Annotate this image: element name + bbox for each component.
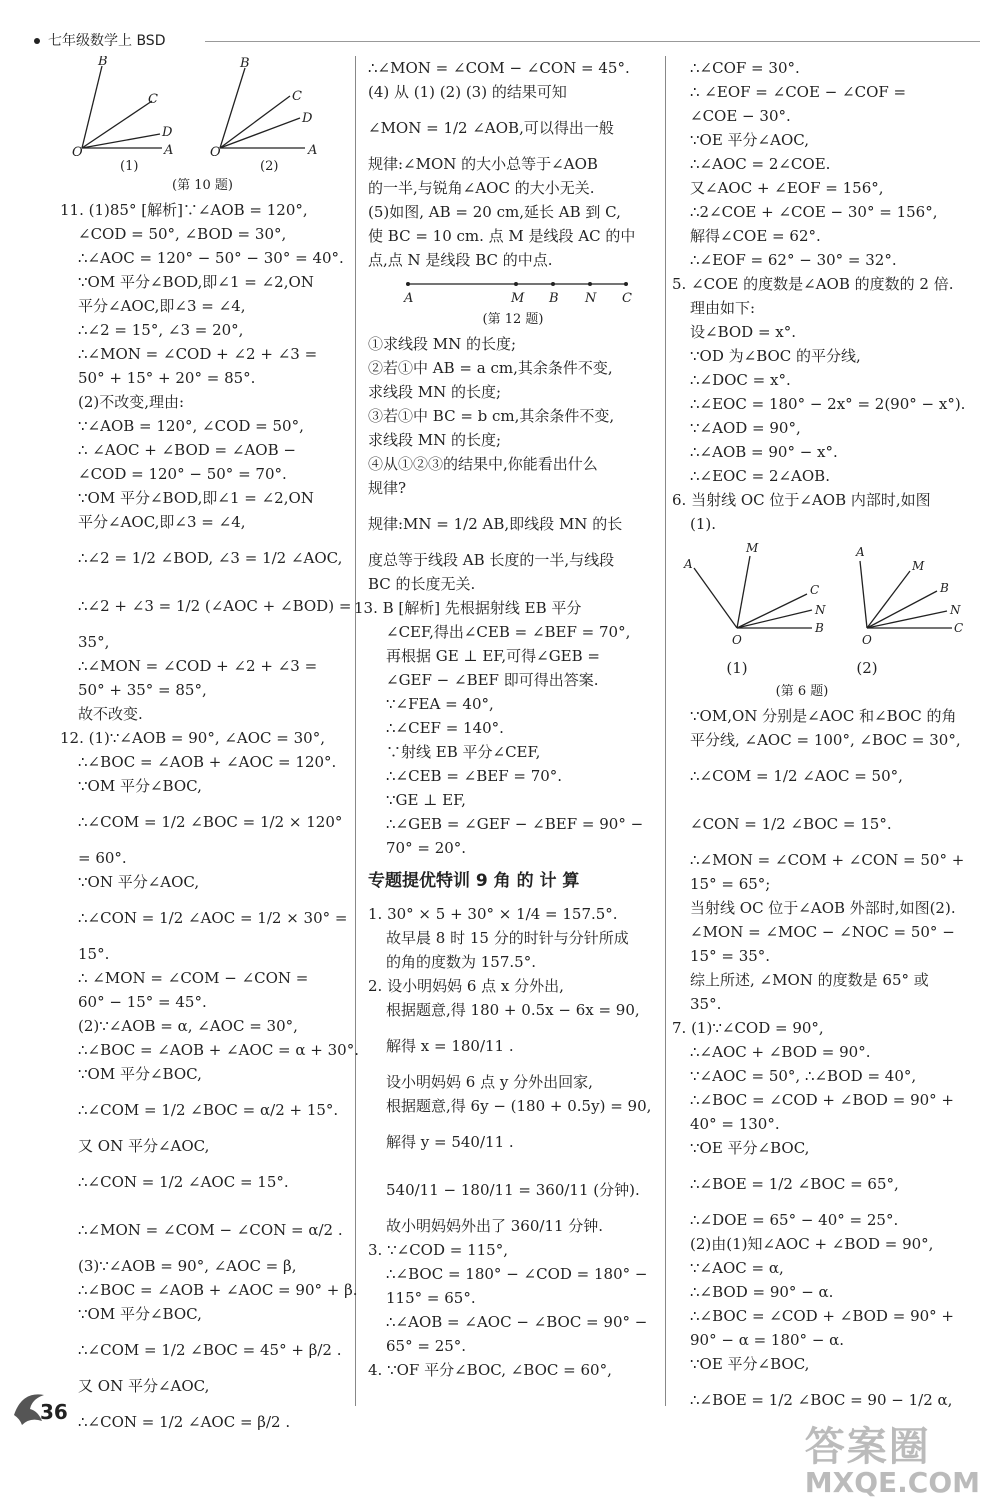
fig10b-label-C: C (292, 89, 302, 104)
text-line: ∴∠EOC = 180° − 2x° = 2(90° − x°). (690, 395, 966, 413)
bullet-icon (34, 38, 40, 44)
text-line: (5)如图, AB = 20 cm,延长 AB 到 C, (368, 203, 621, 221)
text-line: 3. ∵∠COD = 115°, (368, 1241, 508, 1259)
text-line: 故不改变. (78, 705, 143, 723)
column-right (672, 56, 972, 1424)
fig6b-label-N: N (950, 603, 961, 617)
text-line: ∴∠2 = 15°, ∠3 = 20°, (78, 321, 244, 339)
fig6b-label-A: A (856, 545, 865, 559)
text-line: ∵OM 平分∠BOC, (78, 777, 202, 795)
text-line: 的一半,与锐角∠AOC 的大小无关. (368, 179, 595, 197)
fig10b-label-O: O (210, 145, 221, 160)
text-line: (4) 从 (1) (2) (3) 的结果可知 (368, 83, 567, 101)
text-line: 平分∠AOC,即∠3 = ∠4, (78, 297, 246, 315)
text-line: ∴∠AOC = 120° − 50° − 30° = 40°. (78, 249, 344, 267)
text-line: ∴ ∠EOF = ∠COE − ∠COF = (690, 83, 907, 101)
text-line: 再根据 GE ⊥ EF,可得∠GEB = (386, 647, 600, 665)
watermark (805, 1415, 980, 1499)
text-line: 故早晨 8 时 15 分的时针与分针所成 (386, 929, 629, 947)
fig10a-label-C: C (148, 92, 158, 107)
text-line: ∵∠AOC = α, (690, 1259, 784, 1277)
watermark-url: MXQE.COM (804, 1466, 980, 1499)
text-line: ④从①②③的结果中,你能看出什么 (368, 455, 598, 473)
fig12-label-C: C (622, 291, 632, 306)
fig10b-label-D: D (302, 111, 313, 126)
text-line: ∠GEF − ∠BEF 即可得出答案. (386, 671, 599, 689)
fig10a-label-A: A (164, 143, 174, 158)
page-header (34, 30, 165, 50)
text-line: ∴∠EOC = 2∠AOB. (690, 467, 830, 485)
fig6a-label-N: N (815, 603, 826, 617)
text-line: 故小明妈妈外出了 360/11 分钟. (386, 1217, 604, 1235)
fig12-label-A: A (404, 291, 414, 306)
section-title: 专题提优特训 9 角 的 计 算 (368, 871, 580, 891)
text-line: 115° = 65°. (386, 1289, 476, 1307)
text-line: 15°. (78, 945, 110, 963)
fig10a-caption: (1) (120, 159, 139, 174)
text-line: ∵OE 平分∠BOC, (690, 1139, 810, 1157)
text-line: 35°, (78, 633, 110, 651)
text-line: ∴∠CON = 1/2 ∠AOC = 15°. (78, 1173, 289, 1191)
text-line: ∴∠GEB = ∠GEF − ∠BEF = 90° − (386, 815, 644, 833)
text-line: ∵OM,ON 分别是∠AOC 和∠BOC 的角 (690, 707, 957, 725)
text-line: 2. 设小明妈妈 6 点 x 分外出, (368, 977, 564, 995)
text-line: (1). (690, 515, 717, 533)
figure-12 (368, 272, 658, 308)
fig6a-label-B: B (815, 621, 824, 635)
text-line: ∴∠2 + ∠3 = 1/2 (∠AOC + ∠BOD) = (78, 597, 352, 615)
text-line: 设小明妈妈 6 点 y 分外出回家, (386, 1073, 593, 1091)
text-line: ∵OE 平分∠AOC, (690, 131, 809, 149)
text-line: 解得 y = 540/11 . (386, 1133, 514, 1151)
text-line: 设∠BOD = x°. (690, 323, 797, 341)
fig12-label-N: N (585, 291, 597, 306)
text-line: 35°. (690, 995, 722, 1013)
figure-12-caption: (第 12 题) (482, 312, 544, 327)
text-line: 又∠AOC + ∠EOF = 156°, (690, 179, 884, 197)
figure-6-svg (672, 536, 972, 656)
fig10a-label-B: B (98, 56, 108, 69)
column-divider (355, 56, 356, 1406)
text-line: (2)∵∠AOB = α, ∠AOC = 30°, (78, 1017, 298, 1035)
text-line: ∴∠MON = ∠COM + ∠CON = 50° + (690, 851, 965, 869)
figure-6-sublabels (672, 656, 932, 680)
text-line: 规律:MN = 1/2 AB,即线段 MN 的长 (368, 515, 623, 533)
text-line: 1. 30° × 5 + 30° × 1/4 = 157.5°. (368, 905, 618, 923)
text-line: ∵∠FEA = 40°, (386, 695, 494, 713)
text-line: ∴∠COM = 1/2 ∠BOC = 45° + β/2 . (78, 1341, 342, 1359)
text-line: ∵GE ⊥ EF, (386, 791, 466, 809)
fig6b-caption: (2) (856, 659, 878, 677)
text-line: 解得∠COE = 62°. (690, 227, 821, 245)
text-line: 50° + 15° + 20° = 85°. (78, 369, 256, 387)
text-line: ∴∠BOC = ∠COD + ∠BOD = 90° + (690, 1307, 954, 1325)
header-title: 七年级数学上 BSD (48, 33, 166, 49)
fig6a-label-C: C (810, 583, 820, 597)
text-line: 又 ON 平分∠AOC, (78, 1137, 210, 1155)
text-line: 平分线, ∠AOC = 100°, ∠BOC = 30°, (690, 731, 961, 749)
text-line: ∠COD = 120° − 50° = 70°. (78, 465, 287, 483)
text-line: ∴∠BOC = ∠COD + ∠BOD = 90° + (690, 1091, 954, 1109)
text-line: 使 BC = 10 cm. 点 M 是线段 AC 的中 (368, 227, 636, 245)
text-line: ∵OM 平分∠BOD,即∠1 = ∠2,ON (78, 489, 314, 507)
text-line: ∴ ∠MON = ∠COM − ∠CON = (78, 969, 309, 987)
fig6b-label-C: C (954, 621, 964, 635)
text-line: ∵OM 平分∠BOC, (78, 1065, 202, 1083)
fig10a-label-D: D (162, 125, 173, 140)
text-line: ∵OM 平分∠BOD,即∠1 = ∠2,ON (78, 273, 314, 291)
text-line: ∴∠MON = ∠COD + ∠2 + ∠3 = (78, 657, 318, 675)
text-line: ∵OM 平分∠BOC, (78, 1305, 202, 1323)
text-line: ∴∠BOE = 1/2 ∠BOC = 90 − 1/2 α, (690, 1391, 953, 1409)
text-line: ∴∠COM = 1/2 ∠BOC = 1/2 × 120° (78, 813, 343, 831)
fig6a-label-M: M (746, 541, 759, 555)
text-line: 求线段 MN 的长度; (368, 431, 502, 449)
text-line: 的角的度数为 157.5°. (386, 953, 536, 971)
text-line: ∴∠BOC = 180° − ∠COD = 180° − (386, 1265, 648, 1283)
text-line: 根据题意,得 180 + 0.5x − 6x = 90, (386, 1001, 640, 1019)
text-line: 解得 x = 180/11 . (386, 1037, 514, 1055)
text-line: 平分∠AOC,即∠3 = ∠4, (78, 513, 246, 531)
text-line: 50° + 35° = 85°, (78, 681, 207, 699)
fig12-label-M: M (511, 291, 525, 306)
fig10b-label-B: B (240, 56, 250, 71)
text-line: 规律? (368, 479, 407, 497)
fig10b-caption: (2) (260, 159, 279, 174)
text-line: ∴∠COM = 1/2 ∠BOC = α/2 + 15°. (78, 1101, 339, 1119)
text-line: ∴∠AOC = 2∠COE. (690, 155, 831, 173)
text-line: ②若①中 AB = a cm,其余条件不变, (368, 359, 613, 377)
text-line: ∴∠CON = 1/2 ∠AOC = β/2 . (78, 1413, 291, 1431)
text-line: ∠MON = 1/2 ∠AOB,可以得出一般 (368, 119, 614, 137)
column-middle (354, 56, 658, 1382)
text-line: 60° − 15° = 45°. (78, 993, 207, 1011)
text-line: 540/11 − 180/11 = 360/11 (分钟). (386, 1181, 640, 1199)
figure-10 (60, 56, 345, 174)
text-line: ∴∠AOB = 90° − x°. (690, 443, 838, 461)
figure-6-caption: (第 6 题) (775, 684, 829, 699)
text-line: ∠CON = 1/2 ∠BOC = 15°. (690, 815, 892, 833)
text-line: ∠CEF,得出∠CEB = ∠BEF = 70°, (386, 623, 631, 641)
figure-10-caption: (第 10 题) (172, 178, 233, 193)
fig10a-label-O: O (72, 145, 83, 160)
page-number: 36 (40, 1400, 68, 1424)
text-line: ∴∠COF = 30°. (690, 59, 800, 77)
figure-6 (672, 536, 972, 656)
text-line: ①求线段 MN 的长度; (368, 335, 517, 353)
figure-12-svg (368, 272, 658, 308)
text-line: ∠COE − 30°. (690, 107, 791, 125)
text-line: 7. (1)∵∠COD = 90°, (672, 1019, 824, 1037)
text-line: ∵OD 为∠BOC 的平分线, (690, 347, 861, 365)
fig6a-label-A: A (684, 557, 693, 571)
text-line: = 60°. (78, 849, 127, 867)
fig6a-caption: (1) (726, 659, 748, 677)
text-line: ∵∠AOC = 50°, ∴∠BOD = 40°, (690, 1067, 917, 1085)
text-line: ∴ ∠AOC + ∠BOD = ∠AOB − (78, 441, 296, 459)
text-line: 13. B [解析] 先根据射线 EB 平分 (354, 599, 582, 617)
text-line: ∴∠CEB = ∠BEF = 70°. (386, 767, 563, 785)
text-line: 综上所述, ∠MON 的度数是 65° 或 (690, 971, 929, 989)
fig6a-label-O: O (732, 633, 742, 647)
text-line: ∴∠BOD = 90° − α. (690, 1283, 834, 1301)
fig12-label-B: B (549, 291, 559, 306)
text-line: ∵OE 平分∠BOC, (690, 1355, 810, 1373)
text-line: 5. ∠COE 的度数是∠AOB 的度数的 2 倍. (672, 275, 954, 293)
text-line: ∵ON 平分∠AOC, (78, 873, 200, 891)
text-line: 70° = 20°. (386, 839, 467, 857)
fig6b-label-O: O (862, 633, 872, 647)
text-line: ∴∠AOC + ∠BOD = 90°. (690, 1043, 871, 1061)
text-line: 4. ∵OF 平分∠BOC, ∠BOC = 60°, (368, 1361, 612, 1379)
text-line: 求线段 MN 的长度; (368, 383, 502, 401)
text-line: ∴∠BOC = ∠AOB + ∠AOC = α + 30°. (78, 1041, 359, 1059)
text-line: ∴∠MON = ∠COM − ∠CON = α/2 . (78, 1221, 343, 1239)
text-line: ∠COD = 50°, ∠BOD = 30°, (78, 225, 287, 243)
column-left (60, 56, 359, 1446)
text-line: 规律:∠MON 的大小总等于∠AOB (368, 155, 598, 173)
text-line: (3)∵∠AOB = 90°, ∠AOC = β, (78, 1257, 297, 1275)
text-line: BC 的长度无关. (368, 575, 476, 593)
figure-10-svg (60, 56, 345, 174)
text-line: ∴∠2 = 1/2 ∠BOD, ∠3 = 1/2 ∠AOC, (78, 549, 343, 567)
text-line: 6. 当射线 OC 位于∠AOB 内部时,如图 (672, 491, 931, 509)
text-line: ∵射线 EB 平分∠CEF, (386, 743, 541, 761)
text-line: ∴2∠COE + ∠COE − 30° = 156°, (690, 203, 938, 221)
text-line: ∴∠BOE = 1/2 ∠BOC = 65°, (690, 1175, 899, 1193)
text-line: ∠MON = ∠MOC − ∠NOC = 50° − (690, 923, 955, 941)
text-line: 点,点 N 是线段 BC 的中点. (368, 251, 553, 269)
fig10b-label-A: A (308, 143, 318, 158)
text-line: ∴∠MON = ∠COD + ∠2 + ∠3 = (78, 345, 318, 363)
text-line: 根据题意,得 6y − (180 + 0.5y) = 90, (386, 1097, 652, 1115)
text-line: ∴∠BOC = ∠AOB + ∠AOC = 120°. (78, 753, 337, 771)
text-line: 15° = 65°; (690, 875, 771, 893)
text-line: ∴∠MON = ∠COM − ∠CON = 45°. (368, 59, 630, 77)
text-line: ∵∠AOD = 90°, (690, 419, 801, 437)
text-line: ∵∠AOB = 120°, ∠COD = 50°, (78, 417, 304, 435)
watermark-logo-text: 答案圈 (804, 1424, 931, 1470)
text-line: 40° = 130°. (690, 1115, 780, 1133)
text-line: ③若①中 BC = b cm,其余条件不变, (368, 407, 615, 425)
text-line: (2)由(1)知∠AOC + ∠BOD = 90°, (690, 1235, 934, 1253)
text-line: 又 ON 平分∠AOC, (78, 1377, 210, 1395)
text-line: 当射线 OC 位于∠AOB 外部时,如图(2). (690, 899, 956, 917)
text-line: ∴∠CON = 1/2 ∠AOC = 1/2 × 30° = (78, 909, 348, 927)
text-line: 11. (1)85° [解析]∵∠AOB = 120°, (60, 201, 308, 219)
header-rule (205, 41, 980, 42)
text-line: (2)不改变,理由: (78, 393, 185, 411)
text-line: 理由如下: (690, 299, 756, 317)
text-line: 65° = 25°. (386, 1337, 467, 1355)
column-divider (665, 56, 666, 1406)
text-line: ∴∠BOC = ∠AOB + ∠AOC = 90° + β. (78, 1281, 358, 1299)
text-line: 12. (1)∵∠AOB = 90°, ∠AOC = 30°, (60, 729, 325, 747)
fig6b-label-B: B (940, 581, 949, 595)
text-line: ∴∠CEF = 140°. (386, 719, 504, 737)
text-line: 90° − α = 180° − α. (690, 1331, 845, 1349)
text-line: ∴∠EOF = 62° − 30° = 32°. (690, 251, 897, 269)
text-line: 度总等于线段 AB 长度的一半,与线段 (368, 551, 615, 569)
text-line: ∴∠COM = 1/2 ∠AOC = 50°, (690, 767, 903, 785)
text-line: ∴∠DOC = x°. (690, 371, 791, 389)
text-line: 15° = 35°. (690, 947, 771, 965)
text-line: ∴∠DOE = 65° − 40° = 25°. (690, 1211, 899, 1229)
text-line: ∴∠AOB = ∠AOC − ∠BOC = 90° − (386, 1313, 648, 1331)
fig6b-label-M: M (912, 559, 925, 573)
